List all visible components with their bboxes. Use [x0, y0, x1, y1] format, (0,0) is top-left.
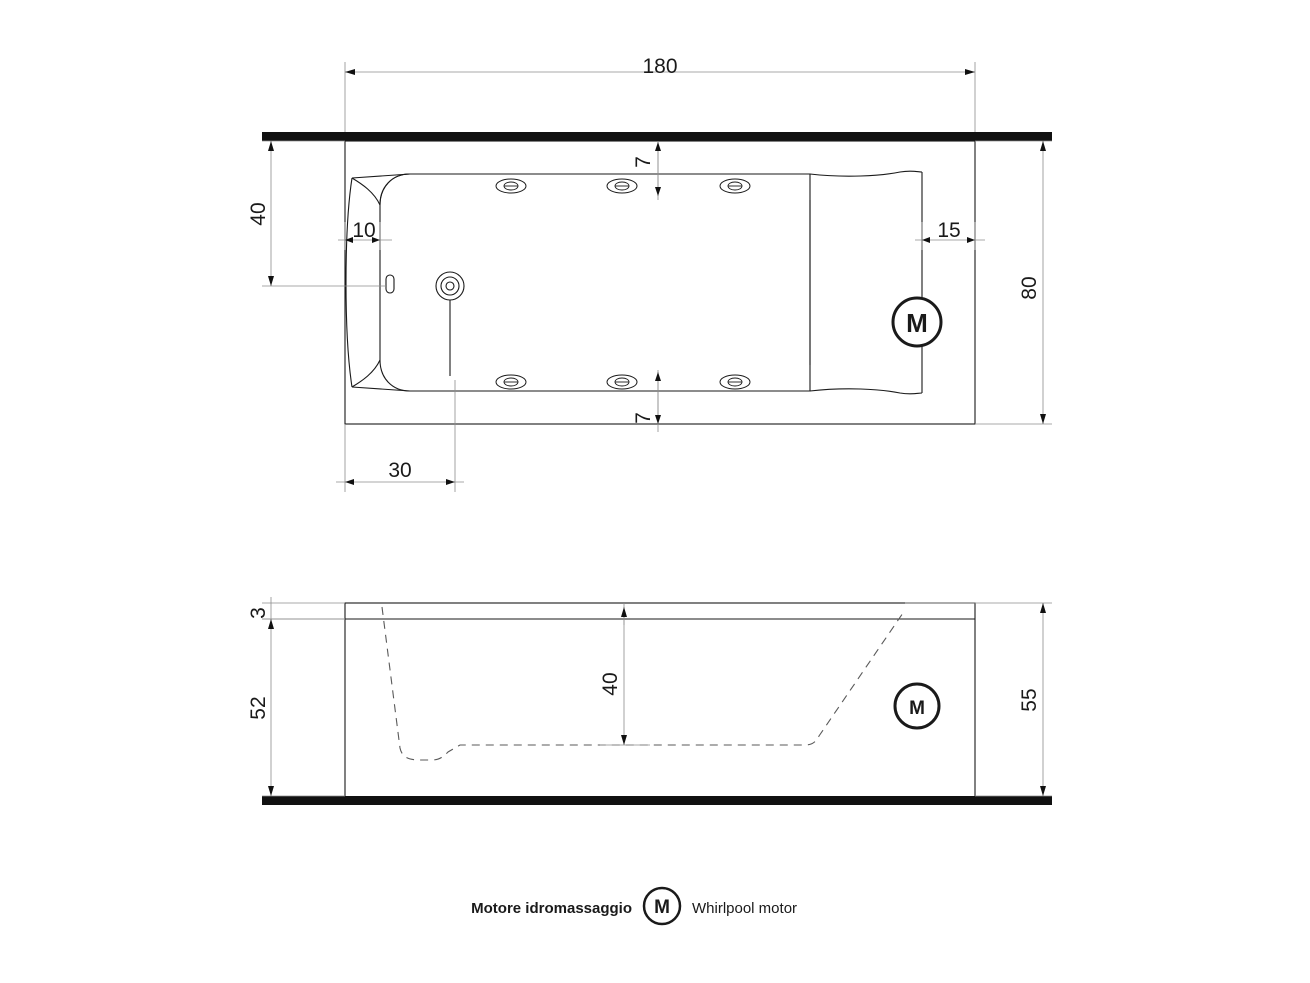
jet-icon — [720, 179, 750, 193]
dimension-overall-height-text: 55 — [1018, 688, 1041, 712]
dimension-jet-row-bottom-text: 7 — [632, 412, 655, 424]
whirlpool-motor-top-view — [893, 298, 941, 346]
tub-inner-profile-dashed — [382, 607, 905, 760]
jet-icon — [496, 375, 526, 389]
dimension-inner-depth — [247, 619, 345, 796]
dimension-jet-row-top — [632, 141, 661, 200]
jet-icon — [607, 179, 637, 193]
legend-label-english: Whirlpool motor — [692, 900, 798, 917]
jet-icon — [720, 375, 750, 389]
jet-group-bottom — [496, 375, 750, 389]
dimension-overall-width-text: 80 — [1018, 276, 1041, 300]
top-view-wall-bar — [262, 132, 1052, 141]
dimension-bottom-offset-text: 30 — [388, 459, 412, 482]
tub-taper-top — [810, 171, 922, 176]
legend-label-italian: Motore idromassaggio — [471, 900, 632, 917]
tub-taper-bottom — [810, 389, 922, 394]
dimension-overall-width — [975, 141, 1052, 424]
dimension-jet-row-top-text: 7 — [632, 156, 655, 168]
dimension-water-depth — [599, 603, 650, 745]
whirlpool-motor-front-view — [895, 684, 939, 728]
jet-icon — [496, 179, 526, 193]
dimension-left-offset — [247, 141, 386, 286]
front-view — [247, 597, 1052, 805]
dimension-overall-length — [345, 55, 975, 78]
legend — [471, 888, 797, 924]
dimension-inner-depth-text: 52 — [247, 696, 270, 720]
tub-outline-top — [345, 141, 975, 424]
drain — [436, 272, 464, 376]
dimension-rim-thickness — [247, 597, 345, 625]
top-view — [247, 55, 1052, 492]
dimension-inner-left-text: 10 — [352, 219, 376, 242]
tub-inner-basin — [380, 174, 810, 391]
jet-icon — [607, 375, 637, 389]
dimension-bottom-offset — [336, 380, 464, 492]
tub-outline-front — [345, 603, 975, 803]
legend-motor-letter: M — [654, 897, 670, 918]
dimension-water-depth-text: 40 — [599, 672, 622, 696]
dimension-overall-length-text: 180 — [642, 55, 678, 78]
front-view-floor-bar — [262, 796, 1052, 805]
dimension-left-offset-text: 40 — [247, 202, 270, 226]
overflow-outlet — [386, 275, 394, 293]
dimension-right-inset-text: 15 — [937, 219, 961, 242]
dimension-rim-thickness-text: 3 — [247, 607, 270, 619]
motor-letter-top: M — [906, 308, 928, 338]
jet-group-top — [496, 179, 750, 193]
motor-letter-front: M — [909, 698, 925, 719]
